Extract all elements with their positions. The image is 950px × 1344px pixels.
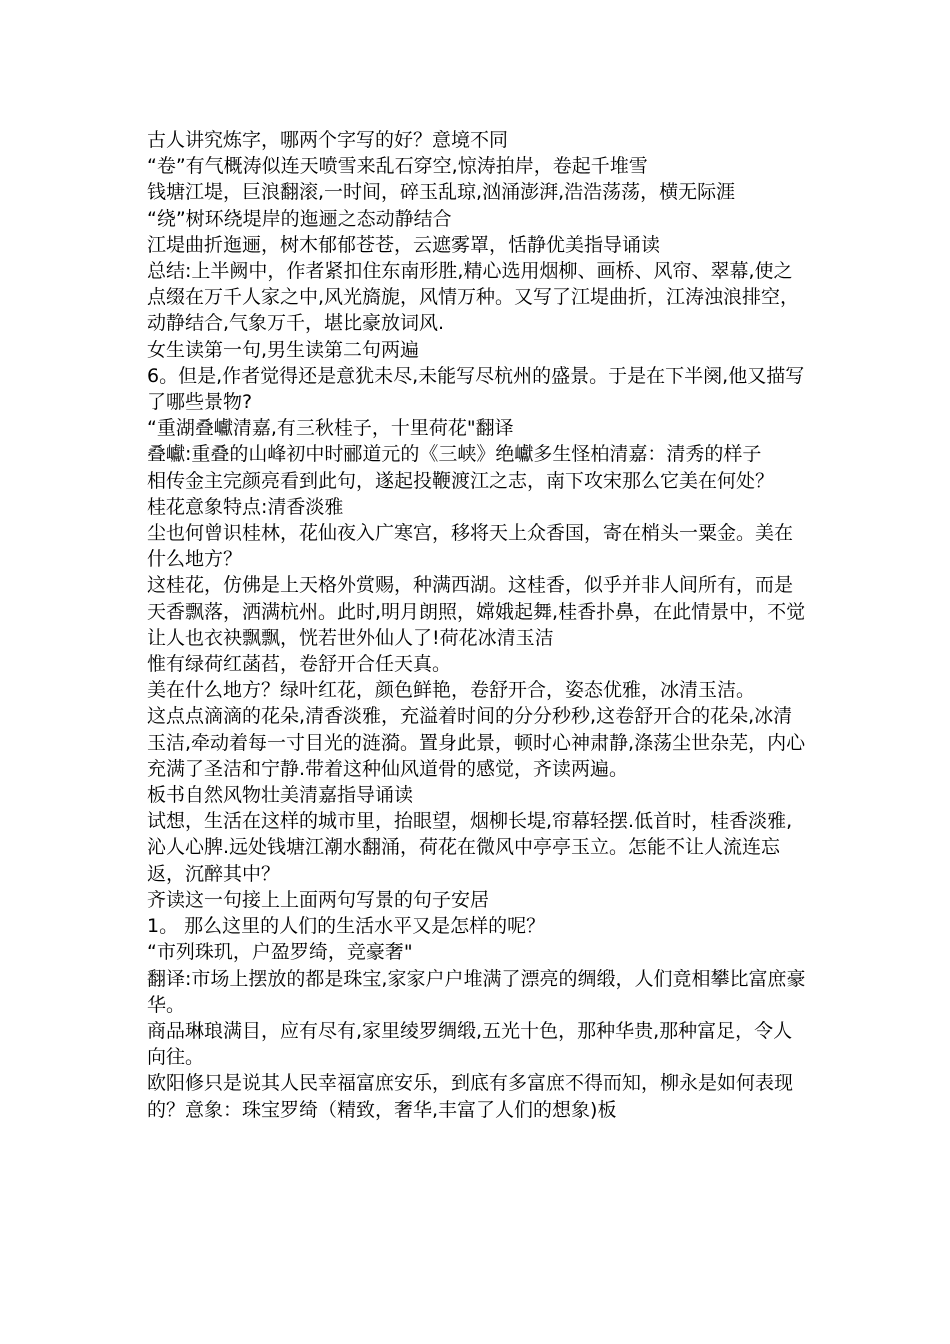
paragraph: 6。但是,作者觉得还是意犹未尽,未能写尽杭州的盛景。于是在下半阕,他又描写了哪些景物? [147, 364, 805, 414]
paragraph: 1。 那么这里的人们的生活水平又是怎样的呢？ [147, 915, 546, 938]
paragraph: 试想，生活在这样的城市里，抬眼望，烟柳长堤,帘幕轻摆.低首时，桂香淡雅,沁人心脾.远处钱塘江潮水翻涌，荷花在微风中亭亭玉立。怎能不让人流连忘返，沉醉其中？ [147, 810, 793, 885]
paragraph: 板书自然风物壮美清嘉指导诵读 [147, 784, 414, 807]
paragraph: 女生读第一句,男生读第二句两遍 [147, 338, 420, 361]
paragraph: 这桂花，仿佛是上天格外赏赐，种满西湖。这桂香，似乎并非人间所有，而是天香飘落，洒满杭州。此时,明月朗照，嫦娥起舞,桂香扑鼻，在此情景中，不觉让人也衣袂飘飘，恍若世外仙人了!荷花冰清玉洁 [147, 574, 806, 649]
paragraph: 桂花意象特点:清香淡雅 [147, 495, 344, 518]
paragraph: 尘也何曾识桂林，花仙夜入广寒宫，移将天上众香国，寄在梢头一粟金。美在什么地方？ [147, 522, 794, 571]
paragraph: “市列珠玑，户盈罗绮，竞豪奢" [147, 941, 413, 964]
paragraph: 美在什么地方？绿叶红花，颜色鲜艳，卷舒开合，姿态优雅，冰清玉洁。 [147, 679, 756, 702]
paragraph: 江堤曲折迤逦，树木郁郁苍苍，云遮雾罩，恬静优美指导诵读 [147, 233, 661, 256]
paragraph: 相传金主完颜亮看到此句，遂起投鞭渡江之志，南下攻宋那么它美在何处？ [147, 469, 775, 492]
paragraph: 欧阳修只是说其人民幸福富庶安乐，到底有多富庶不得而知，柳永是如何表现的？意象：珠宝罗绮（精致，奢华,丰富了人们的想象)板 [147, 1072, 794, 1121]
paragraph: 总结:上半阙中，作者紧扣住东南形胜,精心选用烟柳、画桥、风帘、翠幕,使之点缀在万千人家之中,风光旖旎，风情万种。又写了江堤曲折，江涛浊浪排空，动静结合,气象万千，堪比豪放词风. [147, 260, 800, 335]
paragraph: 商品琳琅满目，应有尽有,家里绫罗绸缎,五光十色，那种华贵,那种富足，令人向往。 [147, 1019, 793, 1069]
paragraph: 古人讲究炼字，哪两个字写的好？意境不同 [147, 129, 509, 151]
paragraph: 这点点滴滴的花朵,清香淡雅，充溢着时间的分分秒秒,这卷舒开合的花朵,冰清玉洁,牵动着每一寸目光的涟漪。置身此景，顿时心神肃静,涤荡尘世杂芜，内心充满了圣洁和宁静.带着这种仙风道骨的感觉，齐读两遍。 [147, 705, 806, 780]
paragraph: 惟有绿荷红菡萏，卷舒开合任天真。 [147, 653, 452, 676]
paragraph: 齐读这一句接上上面两句写景的句子安居 [147, 888, 490, 911]
paragraph: “卷”有气概涛似连天喷雪来乱石穿空,惊涛拍岸，卷起千堆雪 [147, 155, 648, 178]
paragraph: 叠巘:重叠的山峰初中时郦道元的《三峡》绝巘多生怪柏清嘉：清秀的样子 [147, 443, 762, 466]
paragraph: “绕”树环绕堤岸的迤逦之态动静结合 [147, 207, 452, 230]
paragraph: 钱塘江堤，巨浪翻滚,一时间，碎玉乱琼,汹涌澎湃,浩浩荡荡，横无际涯 [147, 181, 736, 204]
paragraph: 翻译:市场上摆放的都是珠宝,家家户户堆满了漂亮的绸缎，人们竟相攀比富庶豪华。 [147, 967, 806, 1016]
document-body [147, 127, 807, 1123]
paragraph: “重湖叠巘清嘉,有三秋桂子，十里荷花"翻译 [147, 417, 514, 440]
